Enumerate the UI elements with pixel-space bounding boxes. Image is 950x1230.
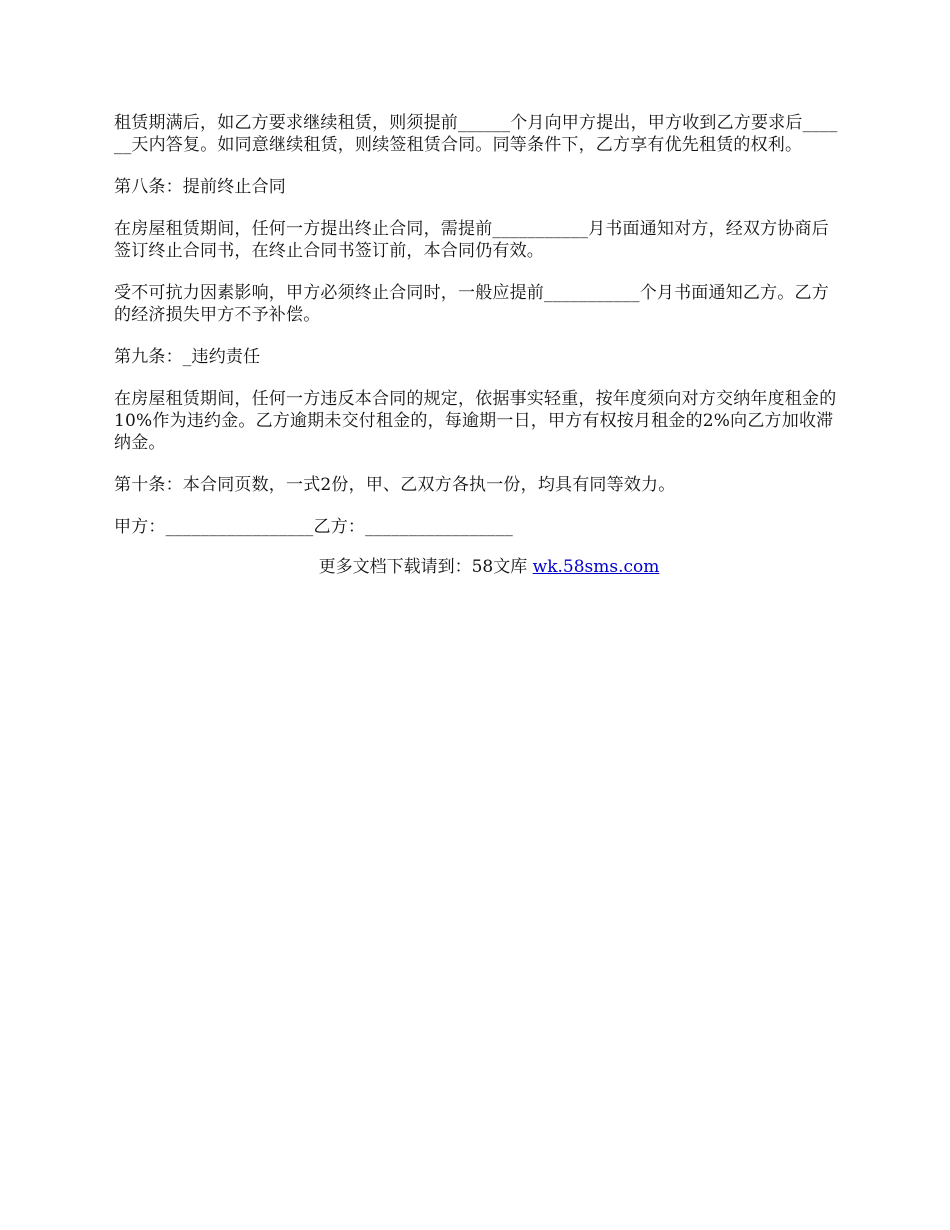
- early-termination-clause: 在房屋租赁期间，任何一方提出终止合同，需提前___________月书面通知对方，经双方协商后签订终止合同书，在终止合同书签订前，本合同仍有效。: [114, 219, 829, 261]
- article-9-heading: 第九条：_违约责任: [114, 347, 261, 367]
- signature-line: 甲方：_________________乙方：_________________: [114, 517, 513, 537]
- document-body: [114, 112, 838, 578]
- article-8-heading: 第八条：提前终止合同: [114, 177, 286, 197]
- footer-text: 更多文档下载请到：58文库: [318, 557, 533, 577]
- article-10-clause: 第十条：本合同页数，一式2份，甲、乙双方各执一份，均具有同等效力。: [114, 475, 676, 495]
- footer-link[interactable]: wk.58sms.com: [532, 557, 660, 577]
- footer: [114, 556, 838, 578]
- renewal-clause: 租赁期满后，如乙方要求继续租赁，则须提前______个月向甲方提出，甲方收到乙方要求后______天内答复。如同意继续租赁，则续签租赁合同。同等条件下，乙方享有优先租赁的权利。: [114, 113, 838, 155]
- force-majeure-clause: 受不可抗力因素影响，甲方必须终止合同时，一般应提前___________个月书面通知乙方。乙方的经济损失甲方不予补偿。: [114, 283, 829, 325]
- breach-liability-clause: 在房屋租赁期间，任何一方违反本合同的规定，依据事实轻重，按年度须向对方交纳年度租金的10%作为违约金。乙方逾期未交付租金的，每逾期一日，甲方有权按月租金的2%向乙方加收滞纳金。: [114, 389, 837, 453]
